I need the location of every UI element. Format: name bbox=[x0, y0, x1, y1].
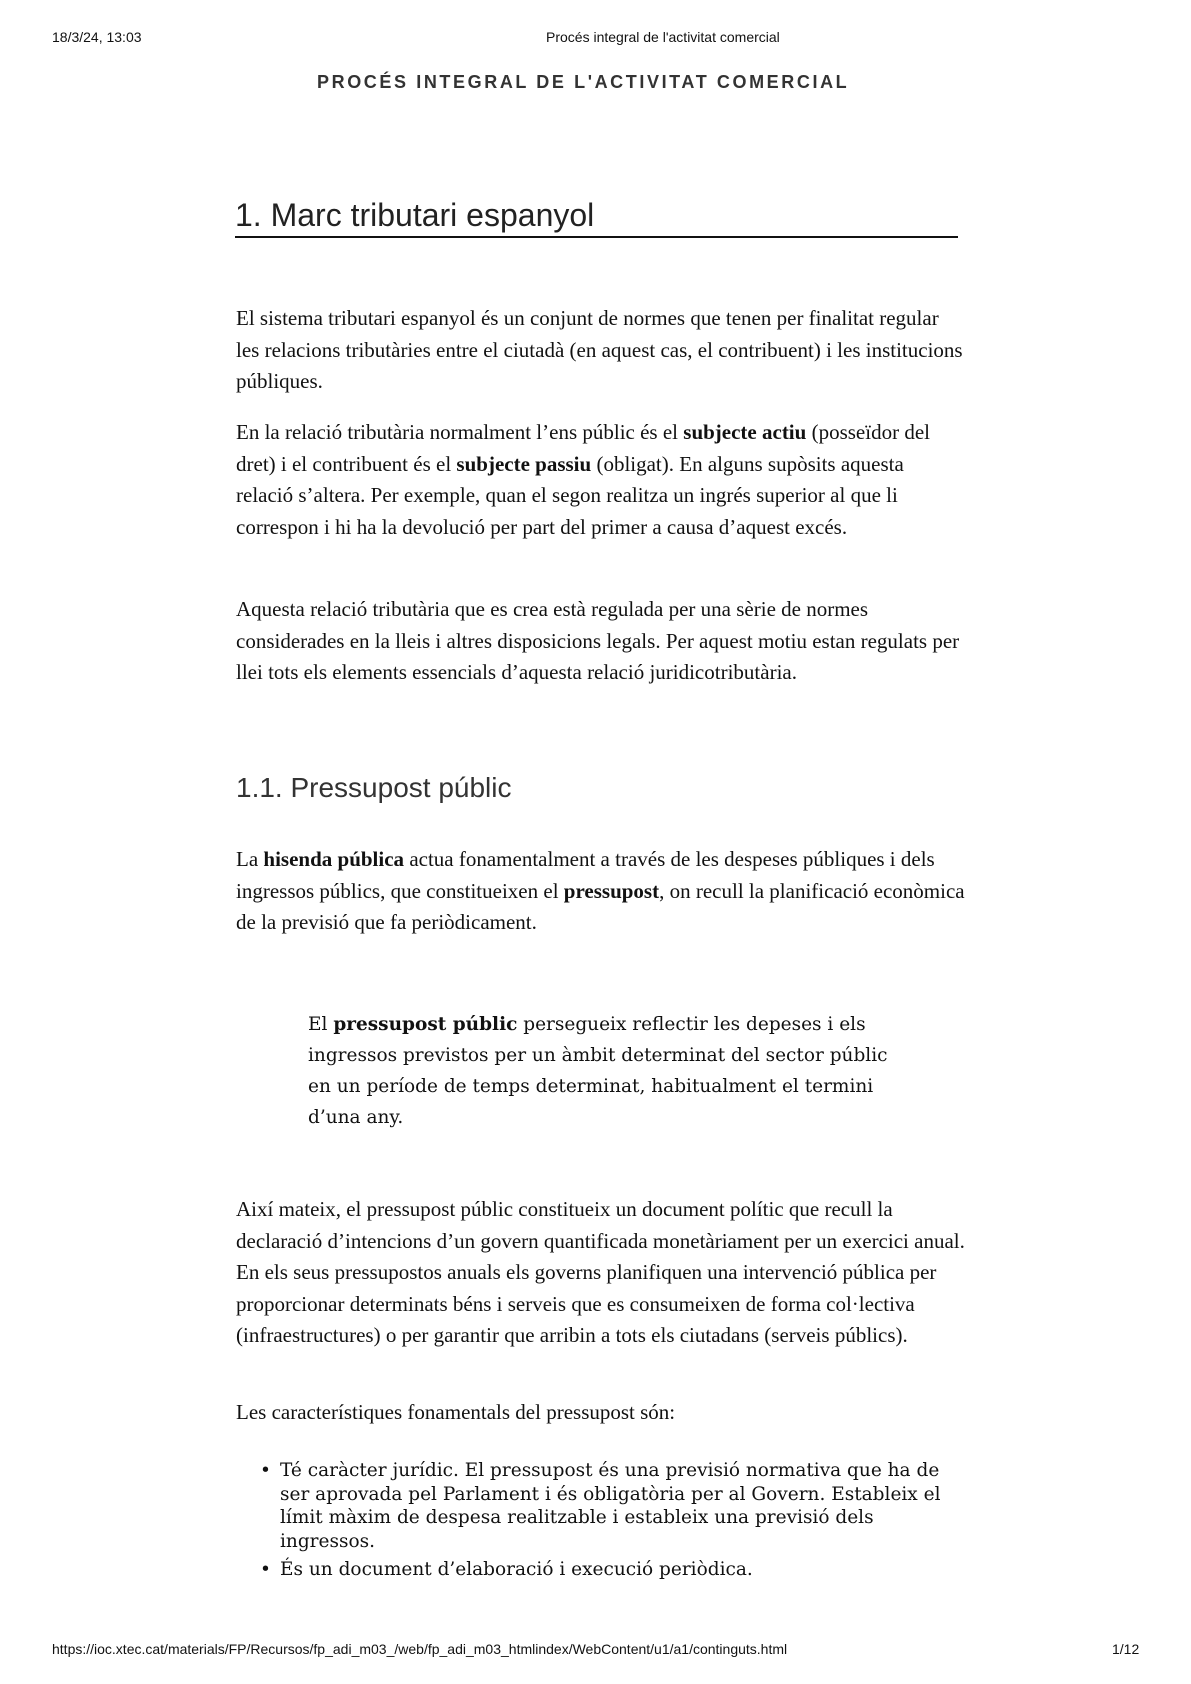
term-hisenda-publica: hisenda pública bbox=[263, 847, 405, 871]
bullet-icon: • bbox=[260, 1460, 271, 1481]
definition-box: El pressupost públic persegueix reflectir les depeses i els ingressos previstos per un àmbit determinat del sector públic en un període de temps determinat, habitualment el termini d’una any. bbox=[308, 1014, 888, 1128]
print-datetime: 18/3/24, 13:03 bbox=[52, 29, 142, 45]
caracteristiques-list bbox=[236, 1459, 966, 1587]
paragraph-document-politic: Així mateix, el pressupost públic constitueix un document polític que recull la declaració d’intencions d’un govern quantificada monetàriament per un exercici anual. En els seus pressupostos anuals els governs planifiquen una intervenció pública per proporcionar determinats béns i serveis que es consumeixen de forma col·lectiva (infraestructures) o per garantir que arribin a tots els ciutadans (serveis públics). bbox=[236, 1197, 965, 1347]
print-page-title: Procés integral de l'activitat comercial bbox=[546, 29, 780, 45]
print-page-number: 1/12 bbox=[1112, 1641, 1140, 1657]
bullet-icon: • bbox=[260, 1559, 271, 1581]
term-subjecte-passiu: subjecte passiu bbox=[456, 451, 592, 476]
term-subjecte-actiu: subjecte actiu bbox=[683, 420, 807, 444]
subsection-heading-pressupost-public: 1.1. Pressupost públic bbox=[236, 772, 512, 803]
paragraph-caracteristiques-intro: Les característiques fonamentals del pressupost són: bbox=[236, 1400, 676, 1424]
print-footer-url: https://ioc.xtec.cat/materials/FP/Recursos/fp_adi_m03_/web/fp_adi_m03_htmlindex/WebContent/u1/a1/continguts.html bbox=[52, 1641, 788, 1657]
term-pressupost: pressupost bbox=[563, 878, 660, 903]
paragraph-hisenda-publica: La hisenda pública actua fonamentalment a través de les despeses públiques i dels ingressos públics, que constitueixen el pressupost, on recull la planificació econòmica de la previsió que fa periòdicament. bbox=[236, 847, 965, 934]
section-heading-marc-tributari: 1. Marc tributari espanyol bbox=[235, 196, 958, 238]
list-item: • Té caràcter jurídic. El pressupost és una previsió normativa que ha de ser aprovada pel Parlament i és obligatòria per al Govern. Estableix el límit màxim de despesa realitzable i estableix una previsió dels ingressos. bbox=[260, 1460, 941, 1552]
paragraph-relacio-tributaria: En la relació tributària normalment l’ens públic és el subjecte actiu (posseïdor del dret) i el contribuent és el subjecte passiu (obligat). En alguns supòsits aquesta relació s’altera. Per exemple, quan el segon realitza un ingrés superior al que li correspon i hi ha la devolució per part del primer a causa d’aquest excés. bbox=[236, 420, 930, 539]
paragraph-regulacio: Aquesta relació tributària que es crea està regulada per una sèrie de normes considerades en la lleis i altres disposicions legals. Per aquest motiu estan regulats per llei tots els elements essencials d’aquesta relació juridicotributària. bbox=[236, 597, 960, 684]
site-title: PROCÉS INTEGRAL DE L'ACTIVITAT COMERCIAL bbox=[317, 72, 850, 92]
term-pressupost-public: pressupost públic bbox=[333, 1014, 518, 1035]
list-item: • És un document d’elaboració i execució periòdica. bbox=[260, 1559, 753, 1581]
paragraph-sistema-tributari: El sistema tributari espanyol és un conjunt de normes que tenen per finalitat regular les relacions tributàries entre el ciutadà (en aquest cas, el contribuent) i les institucions públiques. bbox=[236, 306, 963, 393]
